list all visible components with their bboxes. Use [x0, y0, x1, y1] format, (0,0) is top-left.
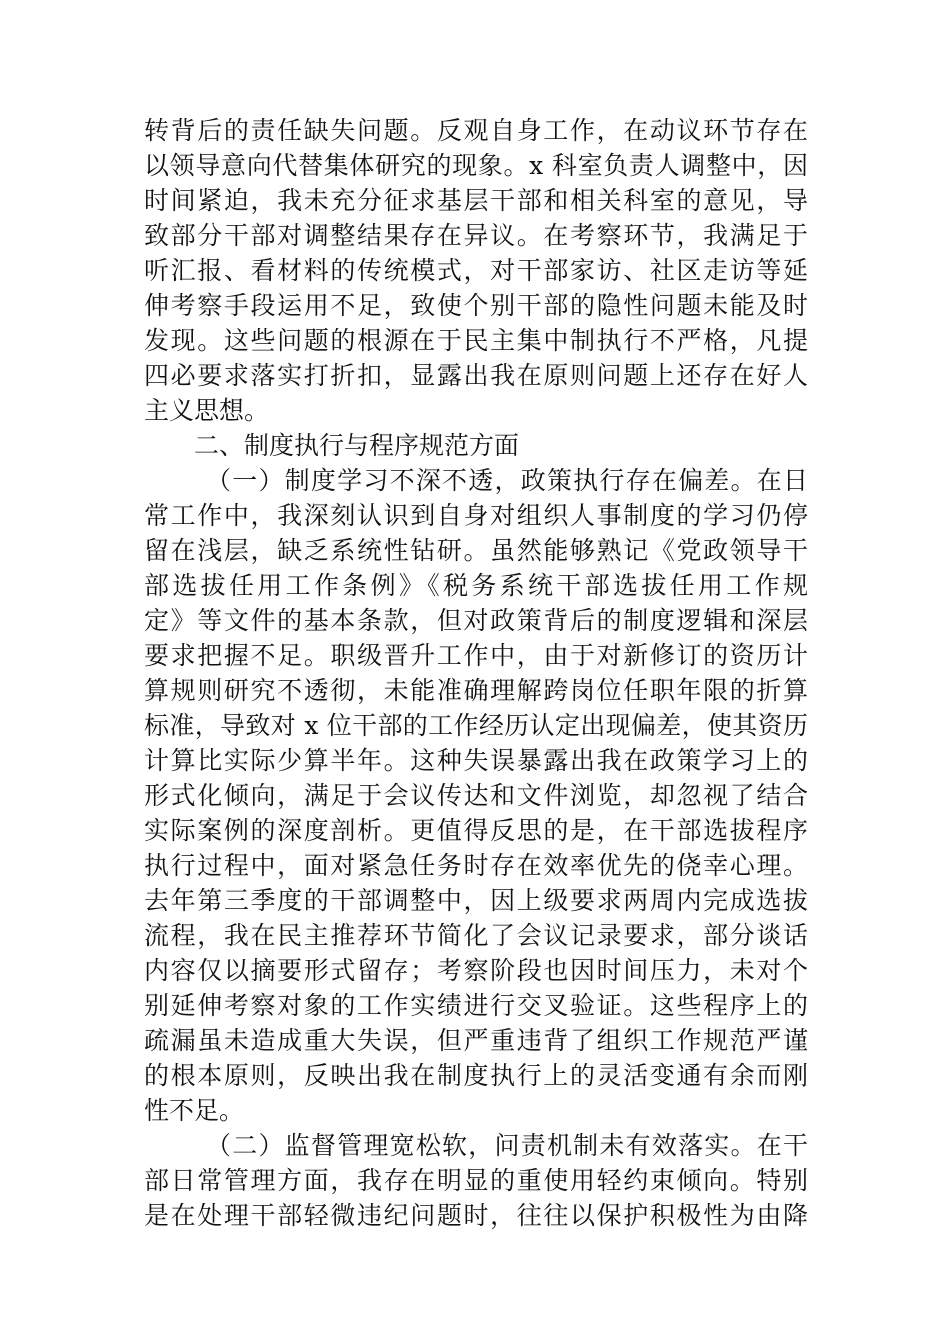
text-line: 伸考察手段运用不足，致使个别干部的隐性问题未能及时: [144, 291, 808, 320]
paragraph-continuation: [144, 113, 808, 428]
text-line: 常工作中，我深刻认识到自身对组织人事制度的学习仍停: [144, 501, 808, 530]
text-line: 内容仅以摘要形式留存；考察阶段也因时间压力，未对个: [144, 956, 808, 985]
text-line: 是在处理干部轻微违纪问题时，往往以保护积极性为由降: [144, 1201, 808, 1230]
text-line: 执行过程中，面对紧急任务时存在效率优先的侥幸心理。: [144, 851, 808, 880]
text-line: 的根本原则，反映出我在制度执行上的灵活变通有余而刚: [144, 1061, 808, 1090]
text-line: 主义思想。: [144, 396, 270, 425]
text-line: 定》等文件的基本条款，但对政策背后的制度逻辑和深层: [144, 606, 808, 635]
text-line: 部日常管理方面，我存在明显的重使用轻约束倾向。特别: [144, 1166, 808, 1195]
text-line: 标准，导致对 x 位干部的工作经历认定出现偏差，使其资历: [144, 711, 808, 740]
text-line: 流程，我在民主推荐环节简化了会议记录要求，部分谈话: [144, 921, 808, 950]
paragraph-supervision: [144, 1128, 808, 1233]
paragraph-policy-execution: [144, 463, 808, 1128]
text-line: 性不足。: [144, 1096, 245, 1125]
document-body: [144, 113, 808, 1233]
text-line: 疏漏虽未造成重大失误，但严重违背了组织工作规范严谨: [144, 1026, 808, 1055]
text-line: 形式化倾向，满足于会议传达和文件浏览，却忽视了结合: [144, 781, 808, 810]
text-line: 致部分干部对调整结果存在异议。在考察环节，我满足于: [144, 221, 808, 250]
text-line: 去年第三季度的干部调整中，因上级要求两周内完成选拔: [144, 886, 808, 915]
text-line: 实际案例的深度剖析。更值得反思的是，在干部选拔程序: [144, 816, 808, 845]
text-line: 以领导意向代替集体研究的现象。x 科室负责人调整中，因: [144, 151, 808, 180]
text-line: 转背后的责任缺失问题。反观自身工作，在动议环节存在: [144, 116, 808, 145]
text-line: 部选拔任用工作条例》《税务系统干部选拔任用工作规: [144, 571, 808, 600]
text-line: （一）制度学习不深不透，政策执行存在偏差。在日: [206, 466, 808, 495]
text-line: 听汇报、看材料的传统模式，对干部家访、社区走访等延: [144, 256, 808, 285]
text-line: 四必要求落实打折扣，显露出我在原则问题上还存在好人: [144, 361, 808, 390]
text-line: 计算比实际少算半年。这种失误暴露出我在政策学习上的: [144, 746, 808, 775]
section-heading: 二、制度执行与程序规范方面: [194, 431, 520, 460]
text-line: （二）监督管理宽松软，问责机制未有效落实。在干: [206, 1131, 808, 1160]
text-line: 时间紧迫，我未充分征求基层干部和相关科室的意见，导: [144, 186, 808, 215]
text-line: 留在浅层，缺乏系统性钻研。虽然能够熟记《党政领导干: [144, 536, 808, 565]
text-line: 算规则研究不透彻，未能准确理解跨岗位任职年限的折算: [144, 676, 808, 705]
text-line: 别延伸考察对象的工作实绩进行交叉验证。这些程序上的: [144, 991, 808, 1020]
text-line: 发现。这些问题的根源在于民主集中制执行不严格，凡提: [144, 326, 808, 355]
text-line: 要求把握不足。职级晋升工作中，由于对新修订的资历计: [144, 641, 808, 670]
